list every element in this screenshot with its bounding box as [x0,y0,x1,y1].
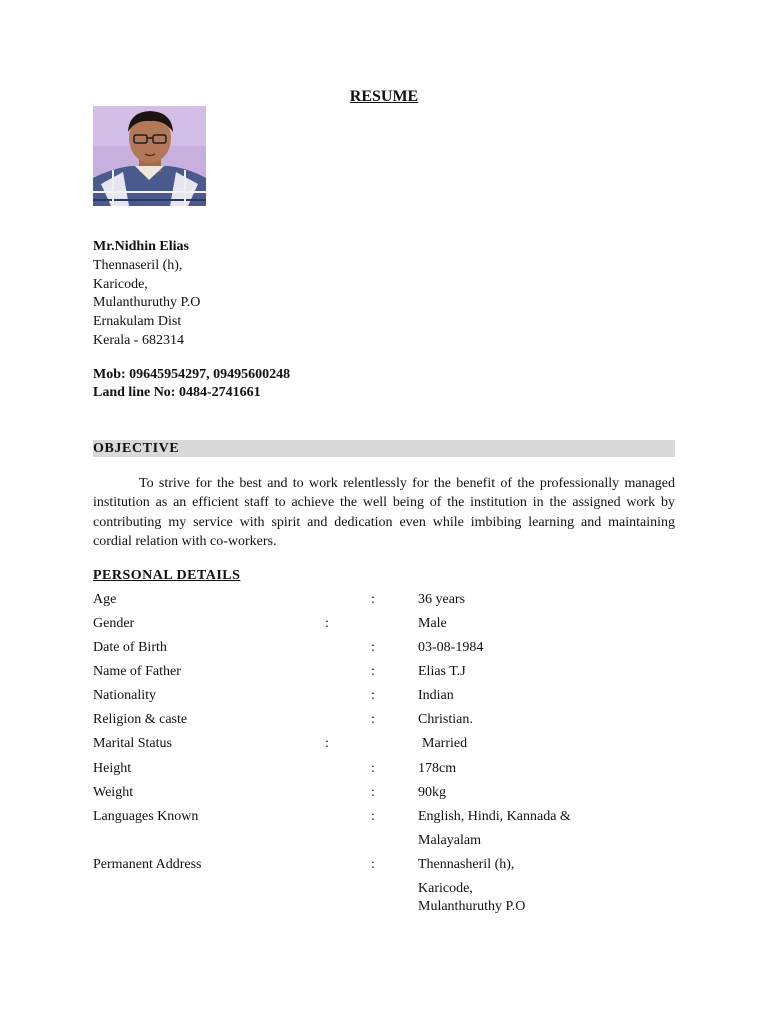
detail-colon: : [371,640,375,655]
detail-colon: : [371,809,375,824]
detail-label: Nationality [93,688,156,703]
detail-value: English, Hindi, Kannada & [418,809,571,824]
profile-photo [93,106,206,206]
address-line: Mulanthuruthy P.O [93,295,201,311]
address-line: Karicode, [93,276,148,292]
detail-row [0,736,768,756]
objective-heading-bar [93,440,675,457]
detail-row [0,592,768,612]
detail-value: 90kg [418,785,446,800]
detail-label: Name of Father [93,664,181,679]
detail-value: Male [418,616,447,631]
objective-heading: OBJECTIVE [93,441,180,456]
detail-colon: : [371,592,375,607]
detail-label: Weight [93,785,134,800]
detail-label: Gender [93,616,135,631]
page-title: RESUME [349,88,419,105]
detail-colon: : [371,761,375,776]
address-line: Ernakulam Dist [93,314,182,330]
detail-label: Height [93,761,132,776]
address-line: Thennaseril (h), [93,257,183,273]
detail-label: Date of Birth [93,640,167,655]
detail-value: 178cm [418,761,457,776]
detail-label: Permanent Address [93,857,202,872]
address-block [93,238,200,351]
detail-row [0,785,768,805]
contact-block [93,366,290,401]
portrait-image [93,106,206,206]
objective-text: To strive for the best and to work relentlessly for the benefit of the professionally managed institution as an efficient staff to achieve the well being of the institution in the assigned work by contributing my service with spirit and dedication even while imbibing learning and maintaining cordial relation with co-workers. [93,476,675,549]
detail-value: Mulanthuruthy P.O [418,899,526,914]
personal-details-heading: PERSONAL DETAILS [93,568,241,583]
detail-colon: : [371,785,375,800]
detail-label: Age [93,592,117,607]
detail-label: Languages Known [93,809,199,824]
detail-row [0,688,768,708]
detail-value: Indian [418,688,454,703]
detail-row [0,761,768,781]
detail-value: Elias T.J [418,664,466,679]
landline-number: Land line No: 0484-2741661 [93,384,261,400]
detail-row [0,833,768,853]
detail-label: Religion & caste [93,712,188,727]
address-line: Kerala - 682314 [93,332,184,348]
detail-colon: : [371,712,375,727]
detail-colon: : [371,857,375,872]
detail-row [0,640,768,660]
detail-value: Married [422,736,468,751]
detail-colon: : [371,688,375,703]
candidate-name: Mr.Nidhin Elias [93,239,189,254]
detail-row [0,881,768,901]
detail-value: Thennasheril (h), [418,857,515,872]
detail-value: 36 years [418,592,466,607]
mobile-number: Mob: 09645954297, 09495600248 [93,367,291,382]
detail-colon: : [371,664,375,679]
detail-value: Karicode, [418,881,473,896]
detail-row [0,616,768,636]
detail-row [0,712,768,732]
detail-colon: : [325,616,329,631]
detail-colon: : [325,736,329,751]
detail-value: Christian. [418,712,473,727]
detail-row [0,899,768,919]
detail-value: 03-08-1984 [418,640,484,655]
detail-label: Marital Status [93,736,172,751]
detail-row [0,857,768,877]
detail-row [0,664,768,684]
detail-row [0,809,768,829]
detail-value: Malayalam [418,833,481,848]
